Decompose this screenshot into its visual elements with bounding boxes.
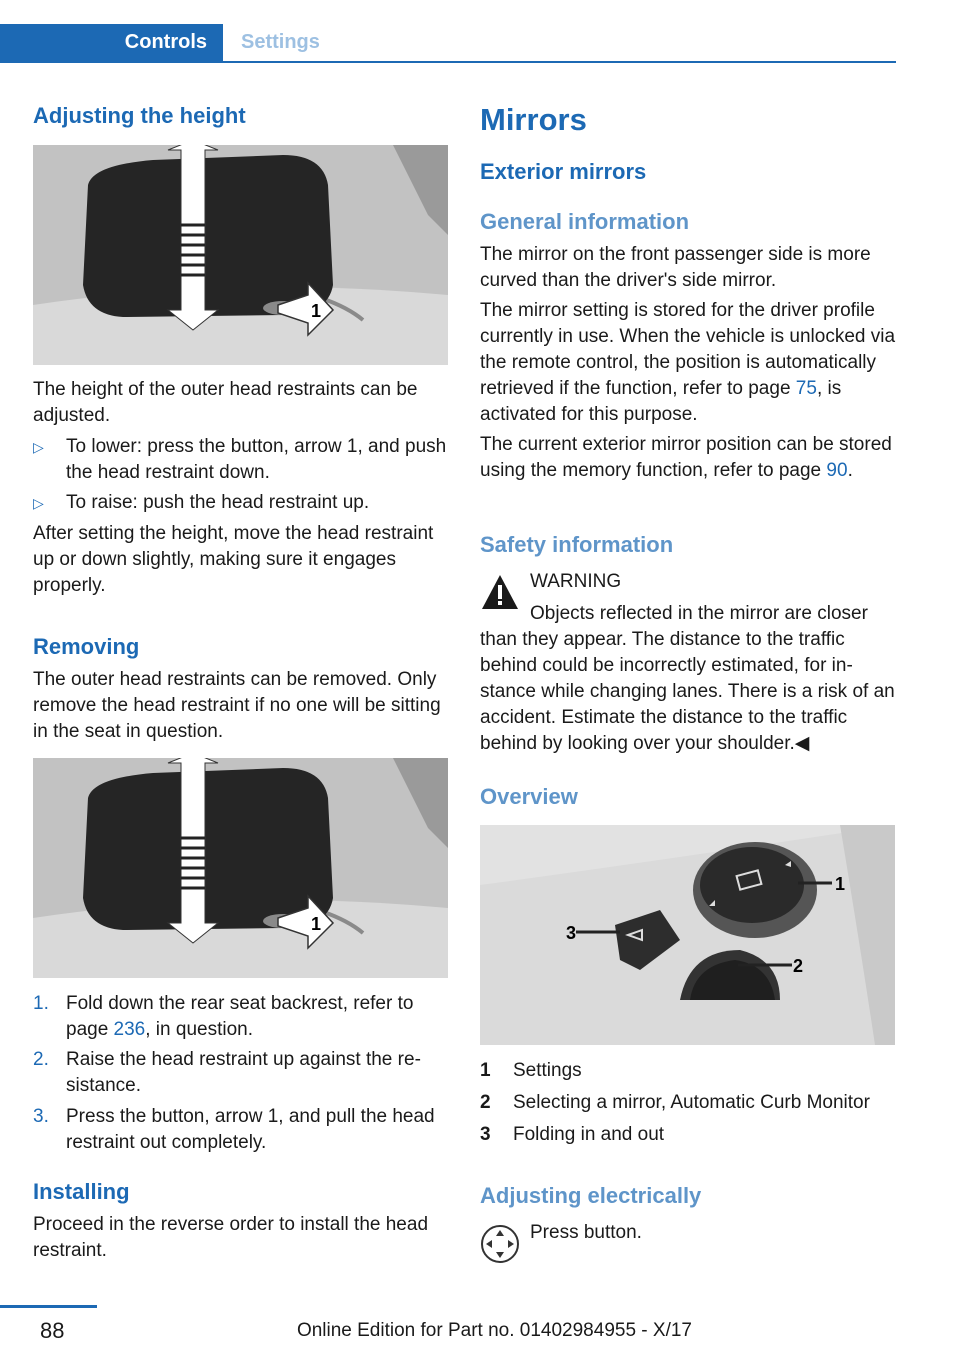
- para-after-setting: After setting the height, move the head restraint up or down slightly, making sure it engages properly.: [33, 523, 434, 596]
- legend-number: 3: [480, 1124, 491, 1145]
- heading-removing: Removing: [33, 634, 140, 659]
- para-installing: Proceed in the reverse order to install the head restraint.: [33, 1214, 429, 1261]
- headrest-remove-illustration: [33, 758, 448, 978]
- step-item: [33, 1104, 451, 1156]
- heading-adjusting-height: Adjusting the height: [33, 103, 246, 128]
- bullet-text: To raise: push the head restraint up.: [66, 492, 370, 513]
- page-link-236[interactable]: 236: [113, 1019, 146, 1040]
- headrest-remove-figure: [33, 758, 448, 978]
- step-item: [33, 991, 451, 1043]
- callout-1: 1: [311, 301, 322, 321]
- mirror-controls-figure: [480, 825, 895, 1045]
- tab-settings[interactable]: Settings: [241, 31, 320, 53]
- title-mirrors: Mirrors: [480, 102, 587, 137]
- heading-exterior-mirrors: Exterior mirrors: [480, 159, 647, 184]
- headrest-illustration: [33, 145, 448, 365]
- press-button-text: Press button.: [530, 1222, 642, 1243]
- step-text: Press the button, arrow 1, and pull the head restraint out completely.: [66, 1106, 435, 1153]
- bullet-item: [33, 490, 451, 516]
- edition-note: Online Edition for Part no. 01402984955 - X/17: [296, 1320, 692, 1341]
- step-number: 3.: [33, 1106, 49, 1127]
- page-number: 88: [40, 1318, 65, 1343]
- warning-text: than they appear. The distance to the traffic behind could be incorrectly estimated, for instance while changing lanes. There is a risk of an accident. Estimate the distance to the traffic behind by looking over your shoulder.◀: [480, 629, 895, 754]
- heading-safety-information: Safety information: [480, 532, 674, 557]
- para-height: The height of the outer head restraints can be adjusted.: [33, 379, 418, 426]
- bullet-item: [33, 434, 451, 486]
- heading-installing: Installing: [33, 1179, 130, 1204]
- page-link-75[interactable]: 75: [795, 378, 817, 399]
- warning-label: WARNING: [530, 571, 622, 592]
- legend-label: Folding in and out: [513, 1124, 665, 1145]
- para-general-1: The mirror on the front passenger side is more curved than the driver's side mirror.: [480, 244, 871, 291]
- para-general-3: The current exterior mirror position can be stored using the memory function, refer to page 90.: [480, 434, 892, 481]
- legend-item: [480, 1122, 900, 1148]
- step-item: [33, 1047, 451, 1099]
- heading-general-information: General information: [480, 209, 690, 234]
- para-removing: The outer head restraints can be removed. Only remove the head restraint if no one will be sitting in the seat in question.: [33, 669, 441, 742]
- mirror-controls-illustration: [480, 825, 895, 1045]
- step-text: Raise the head restraint up against the resistance.: [66, 1049, 421, 1096]
- callout-1: 1: [311, 914, 322, 934]
- callout-3: 3: [566, 923, 577, 943]
- legend-label: Settings: [513, 1060, 582, 1081]
- heading-adjusting-electrically: Adjusting electrically: [480, 1183, 702, 1208]
- step-number: 2.: [33, 1049, 49, 1070]
- bullet-text: To lower: press the button, arrow 1, and push the head restraint down.: [66, 436, 447, 483]
- callout-1: 1: [835, 874, 846, 894]
- step-number: 1.: [33, 993, 49, 1014]
- header-divider: [0, 61, 896, 63]
- warning-triangle-icon: [480, 573, 520, 611]
- callout-2: 2: [793, 956, 804, 976]
- para-general-2: The mirror setting is stored for the driver profile currently in use. When the vehicle is unlocked via the remote control, the position is automatically retrieved if the function, refer to page 75, is activated for this purpose.: [480, 300, 896, 425]
- step-text: Fold down the rear seat backrest, refer to page 236, in question.: [66, 993, 414, 1040]
- triangle-bullet-icon: ▷: [33, 495, 44, 511]
- legend-label: Selecting a mirror, Automatic Curb Monitor: [513, 1092, 870, 1113]
- heading-overview: Overview: [480, 784, 578, 809]
- legend-item: [480, 1090, 900, 1116]
- warning-first-line: Objects reflected in the mirror are closer: [530, 603, 868, 624]
- four-way-button-icon: [480, 1224, 520, 1264]
- legend-number: 2: [480, 1092, 491, 1113]
- triangle-bullet-icon: ▷: [33, 439, 44, 455]
- tab-controls[interactable]: Controls: [0, 24, 223, 61]
- chapter-tabbar: [0, 0, 896, 62]
- footer-divider: [0, 1305, 97, 1308]
- legend-number: 1: [480, 1060, 491, 1081]
- legend-item: [480, 1058, 900, 1084]
- page-link-90[interactable]: 90: [826, 460, 848, 481]
- headrest-height-figure: [33, 145, 448, 365]
